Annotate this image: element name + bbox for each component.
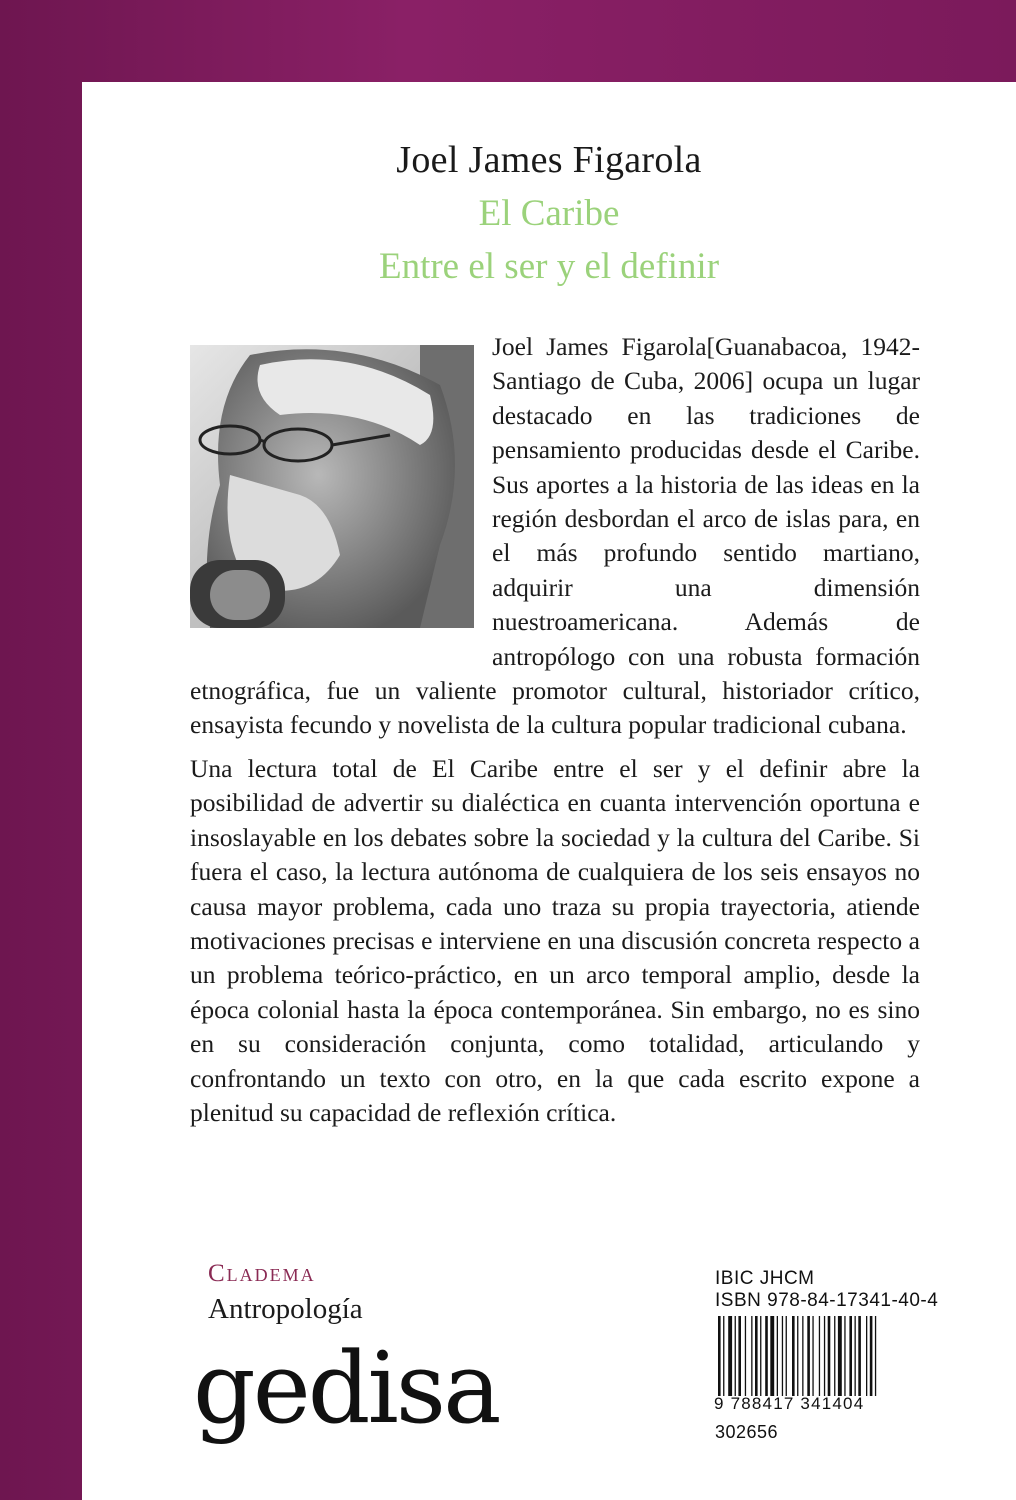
barcode-bar: [738, 1316, 741, 1396]
barcode-bar: [819, 1316, 820, 1396]
book-description: Una lectura total de El Caribe entre el ser y el definir abre la posibilidad de advertir su dialéctica en cuanta intervención oportuna e insoslayable en los debates sobre la sociedad y la cultura del Caribe. Si fuera el caso, la lectura autónoma de cualquiera de los seis ensayos no causa mayor problema, cada uno traza su propia trayectoria, atiende motivaciones precisas e interviene en una discusión concreta respecto a un problema teórico-práctico, en un arco temporal amplio, desde la época colonial hasta la época contemporánea. Sin embargo, no es sino en su consideración conjunta, como totalidad, articulando y confrontando un texto con otro, en la que cada escrito expone a plenitud su capacidad de reflexión crítica.: [190, 754, 920, 1128]
barcode-bar: [855, 1316, 856, 1396]
barcode-bar: [807, 1316, 810, 1396]
barcode-bar: [770, 1316, 774, 1396]
barcode-bar: [802, 1316, 803, 1396]
book-title: El Caribe: [478, 193, 620, 234]
author-name: Joel James Figarola: [396, 139, 702, 181]
barcode-bar: [858, 1316, 861, 1396]
internal-code: 302656: [715, 1422, 779, 1442]
barcode-bar: [870, 1316, 873, 1396]
barcode-bar: [849, 1316, 852, 1396]
ibic-code: IBIC JHCM: [715, 1268, 815, 1289]
author-bio: [190, 330, 920, 743]
book-subtitle: Entre el ser y el definir: [378, 246, 720, 287]
barcode-bar: [760, 1316, 761, 1396]
barcode-bar: [755, 1316, 758, 1396]
barcode-bar: [723, 1316, 724, 1396]
collection-name: Cladema: [208, 1260, 316, 1287]
barcode-bar: [866, 1316, 867, 1396]
barcode-bar: [745, 1316, 746, 1396]
barcode-bar: [765, 1316, 768, 1396]
barcode-bar: [786, 1316, 787, 1396]
photo-wrap-spacer: [190, 330, 492, 640]
barcode-bar: [828, 1316, 831, 1396]
barcode-bar: [834, 1316, 835, 1396]
barcode-bar: [875, 1316, 876, 1396]
barcode-bar: [812, 1316, 813, 1396]
barcode-bar: [844, 1316, 845, 1396]
barcode-bar: [838, 1316, 842, 1396]
barcode-bar: [824, 1316, 825, 1396]
barcode-digits: 9 788417 341404: [714, 1394, 865, 1413]
barcode-icon: [714, 1316, 936, 1396]
barcode-bar: [777, 1316, 778, 1396]
barcode-bar: [797, 1316, 798, 1396]
barcode-bar: [751, 1316, 752, 1396]
barcode-bar: [792, 1316, 795, 1396]
publisher-logo: gedisa: [193, 1332, 499, 1446]
barcode-bar: [735, 1316, 736, 1396]
series-name: Antropología: [208, 1293, 363, 1325]
barcode-bar: [782, 1316, 783, 1396]
barcode-bar: [728, 1316, 732, 1396]
barcode-bar: [718, 1316, 721, 1396]
author-bio-text: Joel James Figarola[Guanabacoa, 1942- Santiago de Cuba, 2006] ocupa un lugar destacado en las tradiciones de pensamiento producidas desde el Caribe. Sus aportes a la historia de las ideas en la región desbordan el arco de islas para, en el más profundo sentido martiano, adquirir una dimensión nuestroamericana. Además de antropólogo con una robusta formación etnográfica, fue un valiente promotor cultural, historiador crítico, ensayista fecundo y novelista de la cultura popular tradicional cubana.: [190, 332, 920, 740]
isbn-number: ISBN 978-84-17341-40-4: [715, 1290, 939, 1311]
